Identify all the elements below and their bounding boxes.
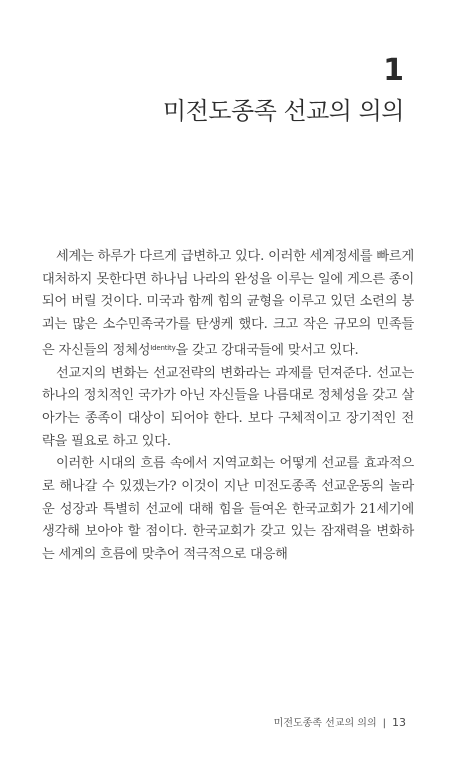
paragraph-1-text: 세계는 하루가 다르게 급변하고 있다. 이러한 세계정세를 빠르게 대처하지 못한다면 하나님 나라의 완성을 이루는 일에 게으른 종이 되어 버릴 것이다. 미국과 함께 힘의 균형을 이루고 있던 소련의 붕괴는 많은 소수민족국가를 탄생케 했다. 크고 작은 규모의 민족들은 자신들의 정체성 — [42, 249, 414, 358]
paragraph-2: 선교지의 변화는 선교전략의 변화라는 과제를 던져준다. 선교는 하나의 정치적인 국가가 아닌 자신들을 나름대로 정체성을 갖고 살아가는 종족이 대상이 되어야 한다. 보다 구체적이고 장기적인 전략을 필요로 하고 있다. — [42, 365, 414, 449]
identity-superscript: Identity — [150, 343, 176, 352]
body-text — [42, 246, 414, 567]
chapter-number: 1 — [383, 53, 404, 88]
footer-separator: | — [382, 718, 386, 729]
page-number: 13 — [392, 716, 406, 729]
paragraph-1-text-end: 을 갖고 강대국들에 맞서고 있다. — [175, 342, 359, 358]
chapter-title: 미전도종족 선교의 의의 — [162, 97, 404, 125]
paragraph-3: 이러한 시대의 흐름 속에서 지역교회는 어떻게 선교를 효과적으로 해나갈 수 있겠는가? 이것이 지난 미전도종족 선교운동의 놀라운 성장과 특별히 선교에 대해 힘을 들여온 한국교회가 21세기에 생각해 보아야 할 점이다. 한국교회가 갖고 있는 잠재력을 변화하는 세계의 흐름에 맞추어 적극적으로 대응해 — [42, 456, 414, 563]
running-title: 미전도종족 선교의 의의 — [273, 718, 377, 729]
paragraph-1 — [42, 246, 414, 363]
page-footer — [274, 714, 406, 729]
